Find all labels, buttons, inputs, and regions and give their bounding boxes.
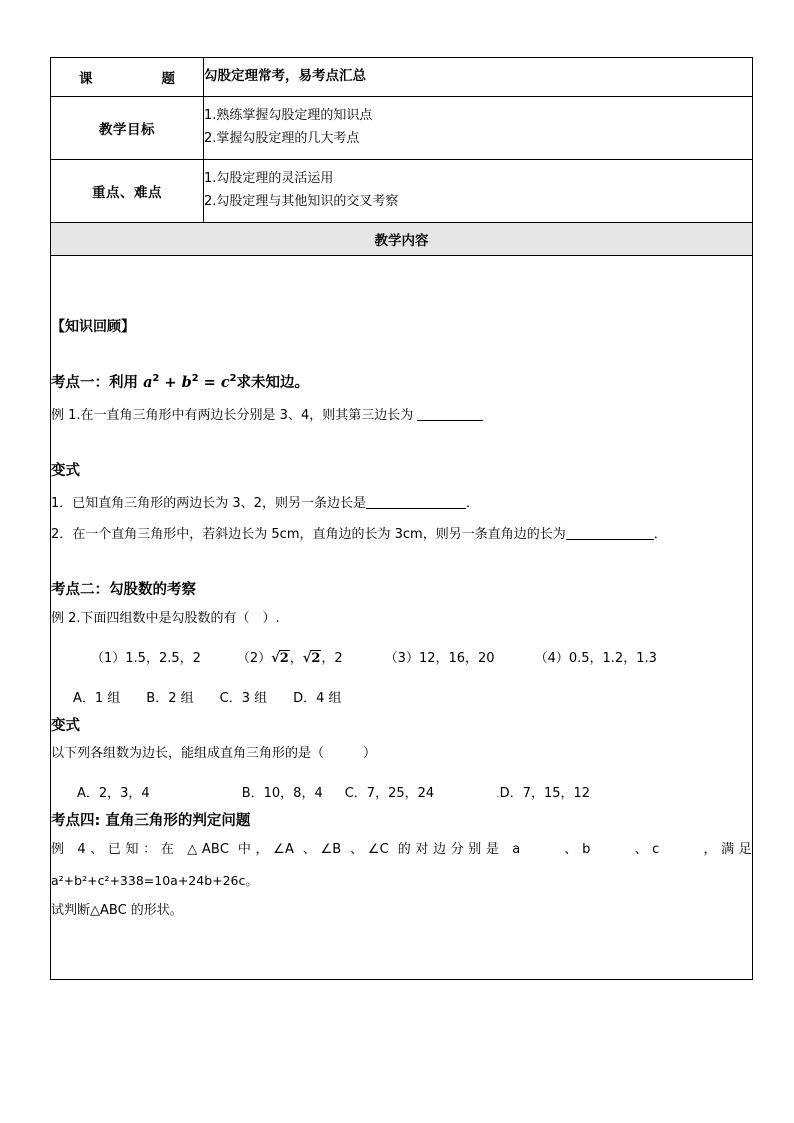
formula-exp: 2 — [229, 373, 237, 385]
review-heading: 【知识回顾】 — [51, 318, 135, 335]
sqrt-radicand: 2 — [311, 650, 321, 666]
option-d[interactable]: D．7，15，12 — [499, 786, 591, 802]
example-1-text: 例 1.在一直角三角形中有两边长分别是 3、4，则其第三边长为 — [51, 407, 414, 423]
spacer — [51, 483, 752, 494]
example-4-statement: 例 4、已知：在 △ABC 中，∠A 、∠B 、∠C 的对边分别是 a 、b 、c ，满足 — [51, 841, 752, 857]
keypoint-1-prefix: 考点一：利用 — [51, 375, 144, 392]
variant-1-item-2 — [51, 525, 752, 545]
variant-1-item-2-text: 2．在一个直角三角形中，若斜边长为 5cm，直角边的长为 3cm，则另一条直角边的长为 — [51, 527, 566, 543]
row-label-topic-text: 课 题 — [79, 71, 189, 87]
spacer — [51, 860, 752, 871]
formula-var-c: c — [220, 374, 230, 392]
sqrt-radicand: 2 — [279, 650, 289, 666]
goal-line: 1.熟练掌握勾股定理的知识点 — [204, 108, 373, 124]
row-value-topic: 勾股定理常考，易考点汇总 — [204, 58, 753, 97]
spacer — [51, 669, 752, 689]
row-value-keypoints — [204, 160, 753, 223]
variant-1-heading: 变式 — [51, 462, 80, 479]
group-4: （4）0.5，1.2，1.3 — [534, 650, 657, 666]
spacer — [51, 890, 752, 901]
variant-1-item-1 — [51, 494, 752, 514]
row-value-goals — [204, 97, 753, 160]
group-3: （3）12，16，20 — [384, 650, 495, 666]
spacer — [51, 338, 752, 372]
group-2-prefix: （2） — [236, 650, 272, 666]
content-header-cell: 教学内容 — [51, 223, 753, 256]
variant-2-heading: 变式 — [51, 718, 80, 735]
table-row — [51, 160, 753, 223]
answer-blank[interactable] — [566, 539, 654, 540]
table-row — [51, 97, 753, 160]
group-1: （1）1.5，2.5，2 — [91, 650, 201, 666]
spacer — [51, 764, 752, 784]
keypoint-line: 1.勾股定理的灵活运用 — [204, 171, 334, 187]
stray-dot: . — [496, 787, 500, 801]
answer-blank[interactable] — [417, 420, 483, 421]
option-b[interactable]: B．10，8，4 — [241, 786, 323, 802]
keypoint-2-heading: 考点二：勾股数的考察 — [51, 582, 196, 599]
group-2-tail: ，2 — [321, 650, 343, 666]
variant-1-item-1-tail: ． — [465, 496, 479, 512]
formula-eq: = — [198, 375, 221, 392]
row-label-topic — [51, 58, 204, 97]
spacer — [51, 629, 752, 649]
keypoint-1-suffix: 求未知边。 — [236, 375, 310, 392]
option-a[interactable]: A．2，3，4 — [77, 786, 150, 802]
spacer — [51, 426, 752, 460]
keypoint-4-heading: 考点四: 直角三角形的判定问题 — [51, 813, 251, 830]
table-row — [51, 223, 753, 256]
spacer — [51, 514, 752, 525]
option-c[interactable]: C．7，25，24 — [344, 786, 435, 802]
example-1 — [51, 406, 752, 426]
sqrt-symbol: √2 — [302, 650, 321, 666]
spacer — [51, 545, 752, 579]
formula-var-b: b — [181, 374, 192, 392]
variant-2-options — [51, 784, 752, 804]
group-2-mid: ， — [289, 650, 303, 666]
spacer — [51, 395, 752, 406]
formula-exp: 2 — [152, 373, 160, 385]
teaching-content-body — [51, 256, 753, 980]
formula-var-a: a — [143, 374, 153, 392]
table-row — [51, 58, 753, 97]
variant-2-question: 以下列各组数为边长，能组成直角三角形的是（ ） — [51, 746, 377, 762]
answer-blank[interactable] — [366, 508, 466, 509]
formula-exp: 2 — [191, 373, 199, 385]
lesson-info-table — [50, 57, 753, 980]
formula-plus: + — [159, 375, 182, 392]
variant-1-item-2-tail: ． — [653, 527, 667, 543]
variant-1-item-1-text: 1．已知直角三角形的两边长为 3、2，则另一条边长是 — [51, 496, 366, 512]
example-4-conclusion: 试判断△ABC 的形状。 — [51, 903, 183, 919]
keypoint-line: 2.勾股定理与其他知识的交叉考察 — [204, 194, 399, 209]
sqrt-symbol: √2 — [271, 650, 289, 666]
example-2-groups — [51, 649, 752, 669]
table-row — [51, 256, 753, 980]
example-2-answers[interactable]: A．1 组 B．2 组 C．3 组 D．4 组 — [73, 690, 342, 706]
worksheet-page — [50, 57, 753, 980]
goal-line: 2.掌握勾股定理的几大考点 — [204, 131, 360, 146]
row-label-keypoints: 重点、难点 — [51, 160, 204, 223]
keypoint-1-heading — [51, 372, 752, 395]
row-label-goals: 教学目标 — [51, 97, 204, 160]
example-4-equation: a²+b²+c²+338=10a+24b+26c。 — [51, 872, 258, 888]
example-2: 例 2.下面四组数中是勾股数的有（ ）. — [51, 610, 280, 626]
